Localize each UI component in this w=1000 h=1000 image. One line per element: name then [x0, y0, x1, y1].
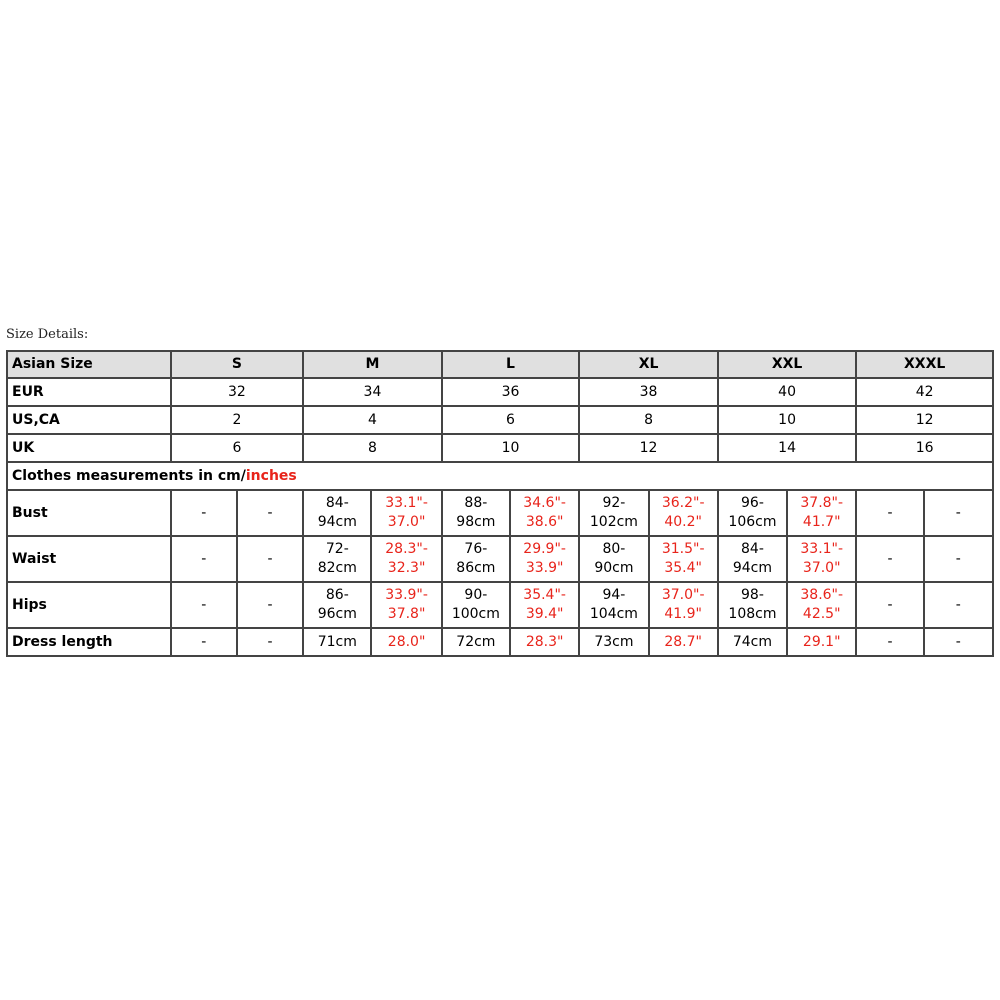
cm-value — [172, 537, 238, 583]
measure-row-bust — [8, 491, 994, 537]
line-1: 80- — [602, 541, 626, 557]
cm-value — [443, 491, 511, 537]
row-label: UK — [8, 435, 172, 463]
measure-row-dress-length — [8, 629, 994, 657]
inch-value: - — [925, 629, 994, 657]
line-1: 88- — [464, 495, 488, 511]
cm-value — [172, 583, 238, 629]
line-2: 37.0" — [802, 560, 841, 576]
row-label: EUR — [8, 379, 172, 407]
line-2: 94cm — [732, 560, 773, 576]
line-1: - — [887, 504, 893, 521]
line-1: 37.8"- — [800, 495, 844, 511]
size-value: 32 — [172, 379, 305, 407]
line-2: 40.2" — [664, 514, 702, 530]
inch-value: 28.7" — [650, 629, 719, 657]
cm-value — [857, 583, 924, 629]
cm-value — [719, 491, 788, 537]
line-1: - — [267, 596, 273, 613]
line-1: - — [267, 550, 273, 567]
line-1: - — [887, 550, 893, 567]
line-1: - — [955, 596, 961, 613]
size-value: 6 — [443, 407, 581, 435]
line-2: 86cm — [456, 560, 496, 576]
cm-value — [580, 537, 649, 583]
size-row — [8, 435, 994, 463]
cm-value — [443, 583, 511, 629]
line-1: 37.0"- — [661, 587, 705, 603]
line-1: 92- — [602, 495, 626, 511]
line-2: 41.7" — [802, 514, 841, 530]
row-label: Hips — [8, 583, 172, 629]
line-1: - — [201, 596, 207, 613]
cm-value — [304, 491, 372, 537]
line-2: 94cm — [317, 514, 357, 530]
line-2: 42.5" — [802, 606, 841, 622]
size-value: 34 — [304, 379, 443, 407]
line-1: - — [955, 550, 961, 567]
line-1: - — [201, 504, 207, 521]
size-header-xxxl: XXXL — [857, 352, 994, 379]
line-1: - — [201, 550, 207, 567]
line-2: 37.8" — [387, 606, 426, 622]
row-label: Dress length — [8, 629, 172, 657]
cm-value — [443, 537, 511, 583]
size-header-m: M — [304, 352, 443, 379]
size-value: 16 — [857, 435, 994, 463]
line-2: 106cm — [728, 514, 777, 530]
size-value: 8 — [580, 407, 719, 435]
size-value: 42 — [857, 379, 994, 407]
size-row — [8, 379, 994, 407]
section-highlight: inches — [245, 467, 297, 484]
cm-value — [580, 491, 649, 537]
size-table — [6, 350, 994, 657]
cm-value — [580, 583, 649, 629]
line-1: 33.1"- — [385, 495, 428, 511]
section-prefix: Clothes measurements in cm/ — [12, 467, 246, 484]
line-2: 41.9" — [664, 606, 702, 622]
cm-value: - — [172, 629, 238, 657]
line-2: 98cm — [456, 514, 496, 530]
cm-value: 74cm — [719, 629, 788, 657]
cm-value — [857, 537, 924, 583]
inch-value: - — [238, 629, 304, 657]
line-1: 34.6"- — [523, 495, 566, 511]
inch-value — [650, 583, 719, 629]
size-value: 40 — [719, 379, 858, 407]
inch-value — [511, 537, 580, 583]
line-2: 104cm — [589, 606, 638, 622]
size-value: 14 — [719, 435, 858, 463]
inch-value — [238, 583, 304, 629]
header-label: Asian Size — [8, 352, 172, 379]
inch-value: 29.1" — [788, 629, 857, 657]
line-1: 98- — [741, 587, 764, 603]
cm-value — [857, 491, 924, 537]
inch-value — [925, 537, 994, 583]
size-value: 6 — [172, 435, 305, 463]
line-1: 90- — [464, 587, 488, 603]
line-2: 32.3" — [387, 560, 426, 576]
line-1: 96- — [741, 495, 764, 511]
row-label: Bust — [8, 491, 172, 537]
size-value: 4 — [304, 407, 443, 435]
inch-value — [788, 583, 857, 629]
inch-value: 28.3" — [511, 629, 580, 657]
line-2: 100cm — [451, 606, 500, 622]
row-label: US,CA — [8, 407, 172, 435]
inch-value — [650, 491, 719, 537]
line-1: 28.3"- — [385, 541, 428, 557]
line-1: - — [267, 504, 273, 521]
line-1: 94- — [602, 587, 626, 603]
line-1: - — [955, 504, 961, 521]
size-value: 10 — [443, 435, 581, 463]
size-value: 8 — [304, 435, 443, 463]
line-2: 108cm — [728, 606, 777, 622]
inch-value — [788, 491, 857, 537]
inch-value — [925, 583, 994, 629]
row-label: Waist — [8, 537, 172, 583]
inch-value — [238, 491, 304, 537]
size-table-body — [8, 352, 994, 657]
inch-value — [511, 583, 580, 629]
line-2: 82cm — [317, 560, 357, 576]
line-1: 84- — [741, 541, 764, 557]
cm-value: 73cm — [580, 629, 649, 657]
line-2: 90cm — [594, 560, 634, 576]
line-2: 39.4" — [525, 606, 564, 622]
cm-value: - — [857, 629, 924, 657]
size-value: 2 — [172, 407, 305, 435]
cm-value: 71cm — [304, 629, 372, 657]
size-value: 38 — [580, 379, 719, 407]
line-1: 72- — [325, 541, 349, 557]
size-value: 12 — [857, 407, 994, 435]
line-2: 35.4" — [664, 560, 702, 576]
cm-value — [304, 537, 372, 583]
size-header-xxl: XXL — [719, 352, 858, 379]
inch-value — [238, 537, 304, 583]
line-2: 38.6" — [525, 514, 564, 530]
section-label — [8, 463, 994, 491]
inch-value — [650, 537, 719, 583]
line-1: 35.4"- — [523, 587, 566, 603]
measure-row-waist — [8, 537, 994, 583]
cm-value — [719, 583, 788, 629]
line-2: 96cm — [317, 606, 357, 622]
line-1: 84- — [325, 495, 349, 511]
line-2: 102cm — [589, 514, 638, 530]
cm-value — [719, 537, 788, 583]
inch-value — [372, 583, 442, 629]
cm-value — [304, 583, 372, 629]
size-row — [8, 407, 994, 435]
line-1: 31.5"- — [661, 541, 705, 557]
size-header-s: S — [172, 352, 305, 379]
line-1: 86- — [325, 587, 349, 603]
line-1: 76- — [464, 541, 488, 557]
inch-value — [788, 537, 857, 583]
line-2: 33.9" — [525, 560, 564, 576]
size-value: 12 — [580, 435, 719, 463]
size-value: 36 — [443, 379, 581, 407]
line-1: 33.9"- — [385, 587, 428, 603]
inch-value — [372, 537, 442, 583]
line-1: 38.6"- — [800, 587, 844, 603]
line-1: 29.9"- — [523, 541, 566, 557]
line-1: - — [887, 596, 893, 613]
cm-value — [172, 491, 238, 537]
size-value: 10 — [719, 407, 858, 435]
page-title: Size Details: — [6, 327, 89, 342]
section-row — [8, 463, 994, 491]
measure-row-hips — [8, 583, 994, 629]
inch-value: 28.0" — [372, 629, 442, 657]
inch-value — [925, 491, 994, 537]
line-1: 36.2"- — [661, 495, 705, 511]
inch-value — [511, 491, 580, 537]
size-header-l: L — [443, 352, 581, 379]
line-1: 33.1"- — [800, 541, 844, 557]
header-row — [8, 352, 994, 379]
inch-value — [372, 491, 442, 537]
size-header-xl: XL — [580, 352, 719, 379]
line-2: 37.0" — [387, 514, 426, 530]
cm-value: 72cm — [443, 629, 511, 657]
